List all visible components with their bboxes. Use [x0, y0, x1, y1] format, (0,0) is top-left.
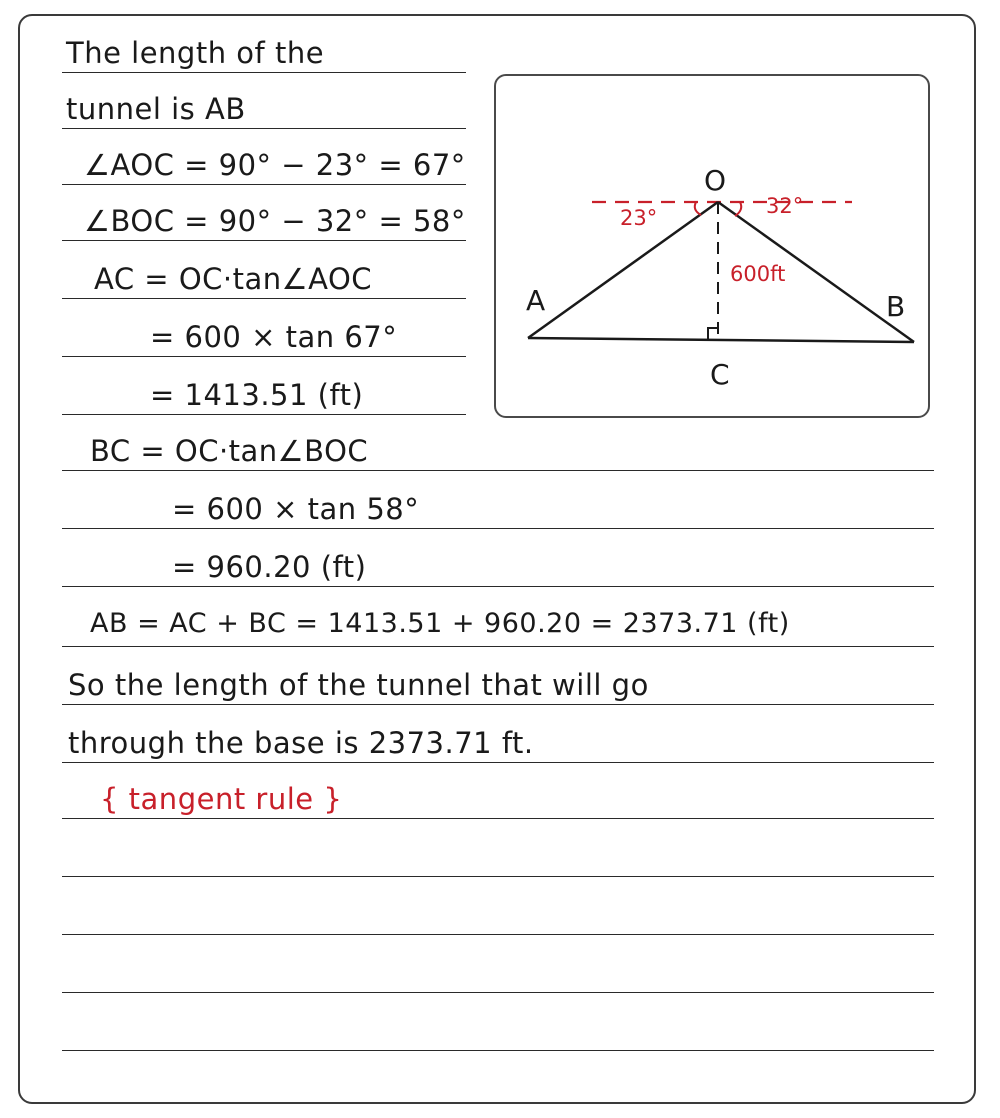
angle-arc-left — [695, 202, 701, 215]
triangle-diagram — [494, 74, 930, 418]
ruled-line — [62, 586, 934, 587]
ruled-line — [62, 818, 934, 819]
ruled-line — [62, 992, 934, 993]
solution-line-12: So the length of the tunnel that will go — [68, 668, 649, 702]
solution-line-11: AB = AC + BC = 1413.51 + 960.20 = 2373.71 (ft) — [90, 608, 790, 639]
ruled-line — [62, 414, 466, 415]
solution-line-5: AC = OC·tan∠AOC — [94, 262, 373, 296]
vertex-label-a: A — [526, 284, 546, 317]
solution-line-6: = 600 × tan 67° — [150, 320, 398, 354]
ruled-line — [62, 298, 466, 299]
solution-line-9: = 600 × tan 58° — [172, 492, 420, 526]
angle-label-right: 32° — [766, 194, 804, 218]
ruled-line — [62, 356, 466, 357]
ruled-line — [62, 240, 466, 241]
base-AB — [528, 338, 914, 342]
ruled-line — [62, 876, 934, 877]
right-angle-mark — [708, 328, 718, 340]
ruled-line — [62, 184, 466, 185]
vertex-label-o: O — [704, 164, 727, 197]
ruled-line — [62, 762, 934, 763]
solution-line-10: = 960.20 (ft) — [172, 550, 367, 584]
method-note: { tangent rule } — [100, 782, 343, 816]
solution-line-2: tunnel is AB — [66, 92, 246, 126]
solution-line-13: through the base is 2373.71 ft. — [68, 726, 534, 760]
ruled-line — [62, 528, 934, 529]
vertex-label-b: B — [886, 290, 906, 323]
solution-line-1: The length of the — [66, 36, 325, 70]
solution-line-8: BC = OC·tan∠BOC — [90, 434, 369, 468]
solution-line-3: ∠AOC = 90° − 23° = 67° — [84, 148, 466, 182]
ruled-line — [62, 934, 934, 935]
ruled-line — [62, 704, 934, 705]
ruled-line — [62, 470, 934, 471]
angle-label-left: 23° — [620, 206, 658, 230]
ruled-line — [62, 128, 466, 129]
ruled-line — [62, 1050, 934, 1051]
height-label: 600ft — [730, 262, 786, 286]
solution-line-4: ∠BOC = 90° − 32° = 58° — [84, 204, 466, 238]
ruled-line — [62, 72, 466, 73]
vertex-label-c: C — [710, 358, 730, 391]
solution-line-7: = 1413.51 (ft) — [150, 378, 364, 412]
ruled-line — [62, 646, 934, 647]
